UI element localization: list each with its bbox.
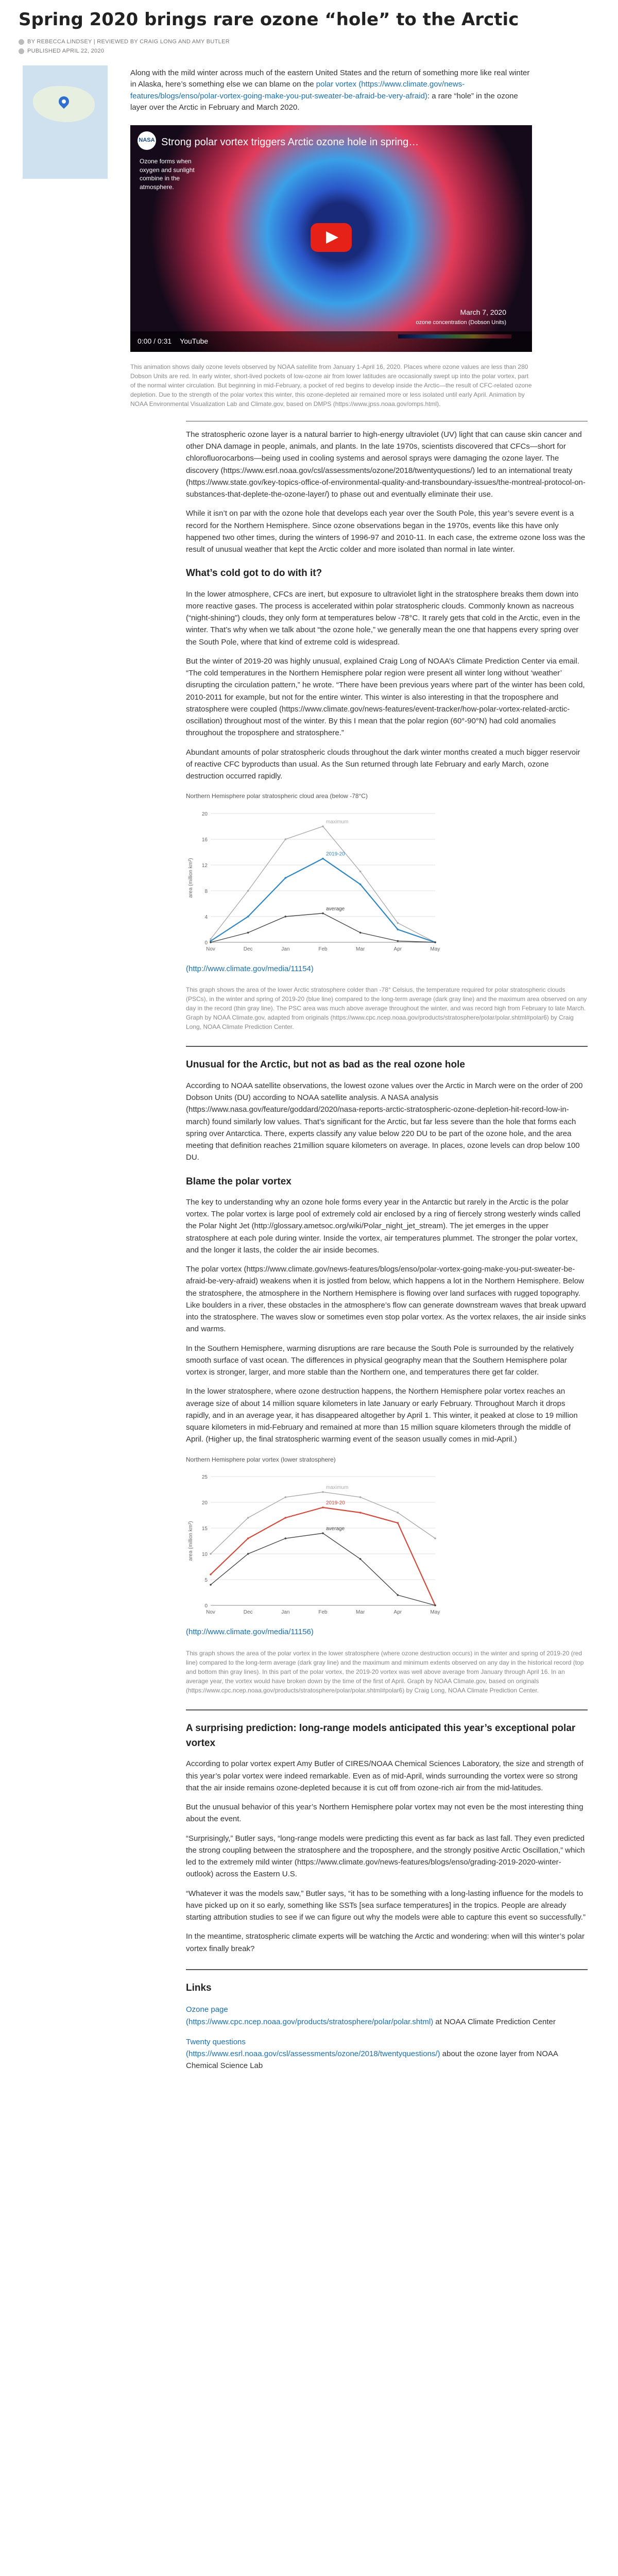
data-point: [359, 1558, 362, 1560]
data-point: [285, 838, 287, 840]
video-scale-label: ozone concentration (Dobson Units): [416, 319, 506, 326]
video-player[interactable]: [130, 125, 532, 352]
data-point: [210, 1553, 212, 1555]
figure-link[interactable]: (http://www.climate.gov/media/11154): [186, 964, 314, 974]
data-point: [247, 1553, 249, 1555]
paragraph: “Surprisingly,” Butler says, “long-range models were predicting this event as far back as last fall. They even predicted the strong coupling between the stratosphere and the troposphere, and the strongly positive Arctic Oscillation,” which led to the extremely mild winter (https://www.climate.gov/news-features/blogs/enso/grading-2019-2020-winter-outlook) across the Eastern U.S.: [186, 1834, 585, 1879]
y-tick-label: 15: [201, 1526, 208, 1532]
polar-vortex-chart: [186, 1468, 443, 1623]
published-date: PUBLISHED APRIL 22, 2020: [27, 48, 105, 55]
data-point: [322, 858, 324, 860]
link-url[interactable]: (https://www.esrl.noaa.gov/csl/assessments/ozone/2018/twentyquestions/): [186, 2049, 440, 2059]
y-tick-label: 4: [204, 914, 208, 921]
link-twenty-questions[interactable]: Twenty questions: [186, 2037, 246, 2046]
article-title: Spring 2020 brings rare ozone “hole” to the Arctic: [19, 9, 519, 30]
data-point: [285, 1517, 287, 1519]
byline: BY REBECCA LINDSEY | REVIEWED BY CRAIG LONG AND AMY BUTLER: [27, 39, 230, 45]
data-point: [322, 912, 324, 914]
data-point: [434, 941, 436, 943]
divider: [186, 1969, 588, 1970]
series-label: maximum: [326, 819, 349, 825]
paragraph: The stratospheric ozone layer is a natural barrier to high-energy ultraviolet (UV) light that can cause skin cancer and other DNA damage in people, animals, and plants. In the late 1970s, scientists discovered that CFCs—short for chlorofluorocarbons—being used in cooling systems and aerosol sprays were damaging the ozone layer. The discovery (https://www.esrl.noaa.gov/csl/assessments/ozone/2018/twentyquestions/) led to an international treaty (https://www.state.gov/key-topics-office-of-environmental-quality-and-transboundary-issues/the-montreal-protocol-on-substances-that-deplete-the-ozone-layer/) to phase out and eventually eliminate their use.: [186, 430, 586, 499]
y-tick-label: 8: [204, 889, 208, 895]
x-tick-label: Feb: [318, 1609, 328, 1616]
data-point: [359, 871, 362, 873]
data-point: [434, 1537, 436, 1539]
intro-link[interactable]: polar vortex (https://www.climate.gov/news-features/blogs/enso/polar-vortex-going-make-you-put-sweater-be-afraid-be-very-afraid): [130, 80, 465, 100]
video-side-text: Ozone forms when oxygen and sunlight combine in the atmosphere.: [140, 157, 195, 191]
article-body: [186, 421, 588, 2072]
list-item: [186, 2036, 588, 2072]
links-list: [186, 2004, 588, 2072]
paragraph: The polar vortex (https://www.climate.gov/news-features/blogs/enso/polar-vortex-going-make-you-put-sweater-be-afraid-be-very-afraid) weakens when it is jostled from below, which happens a lot in the Northern Hemisphere. Below the stratosphere, the atmosphere in the Northern Hemisphere is flowing over land surfaces with rugged topography. Like boulders in a river, these obstacles in the atmosphere’s flow can generate downstream waves that break upward into the stratosphere. The waves slow or sometimes even stop polar vortex. As the vortex relaxes, the air inside sinks and warms.: [186, 1265, 586, 1334]
data-point: [285, 916, 287, 918]
data-point: [434, 1604, 436, 1606]
link-ozone-page[interactable]: Ozone page: [186, 2005, 228, 2014]
video-time: 0:00 / 0:31: [138, 336, 172, 345]
series-label: 2019-20: [326, 1500, 345, 1506]
x-tick-label: Dec: [243, 1609, 253, 1616]
paragraph: According to polar vortex expert Amy Butler of CIRES/NOAA Chemical Sciences Laboratory, the size and strength of this year’s polar vortex were indeed remarkable. Even as of mid-April, winds surrounding the vortex were so strong that the air inside remains ozone-depleted because it is cut off from ozone-rich air from the mid-latitudes.: [186, 1759, 583, 1792]
x-tick-label: Jan: [281, 946, 290, 953]
data-point: [210, 1573, 212, 1575]
article-meta: [19, 38, 599, 56]
section-heading: Blame the polar vortex: [186, 1176, 291, 1187]
intro-column: [130, 65, 532, 409]
psc-area-chart: [186, 805, 443, 960]
figure-caption: This graph shows the area of the lower Arctic stratosphere colder than -78° Celsius, the temperature required for polar stratospheric clouds (PSCs), in the winter and spring of 2019-20 (blue line) compared to the long-term average (dark gray line) and the maximum area observed on any day in the record (thin gray line). The PSC area was much above average throughout the winter, and was record high from February to late March. Graph by NOAA Climate.gov, adapted from originals (https://www.cpc.ncep.noaa.gov/products/stratosphere/polar/polar.shtml#polar6) by Craig Long, NOAA Climate Prediction Center.: [186, 986, 587, 1031]
section-heading: Unusual for the Arctic, but not as bad as the real ozone hole: [186, 1059, 465, 1071]
data-point: [210, 1584, 212, 1586]
youtube-logo[interactable]: YouTube: [180, 336, 209, 345]
psc-area-figure: [186, 791, 588, 1031]
x-tick-label: May: [430, 946, 440, 953]
data-point: [397, 922, 399, 924]
paragraph: According to NOAA satellite observations, the lowest ozone values over the Arctic in March were on the order of 200 Dobson Units (DU) according to NOAA satellite analysis. A NASA analysis (https://www.nasa.gov/feature/goddard/2020/nasa-reports-arctic-stratospheric-ozone-depletion-hit-record-low-in-march) found similarly low values. That’s significant for the Arctic, but far less severe than the hole that forms each spring over Antarctica. There, experts classify any value below 220 DU to be part of the ozone hole, and the area meeting that definition reaches 21million square kilometers on average. In places, ozone levels can drop below 100 DU.: [186, 1081, 583, 1162]
y-tick-label: 20: [201, 811, 208, 818]
intro-text-before: Along with the mild winter across much of the eastern United States and the return of something more like real winter in Alaska, here’s something else we can blame on the: [130, 68, 530, 89]
nasa-logo: NASA: [138, 131, 156, 150]
x-tick-label: Nov: [206, 946, 215, 953]
series-line-1: [211, 859, 435, 943]
y-tick-label: 10: [201, 1552, 208, 1558]
divider: [186, 1046, 588, 1047]
intro-text-after: : a rare “hole” in the ozone layer over the Arctic in February and March 2020.: [130, 91, 518, 112]
data-point: [322, 825, 324, 827]
data-point: [247, 932, 249, 934]
y-tick-label: 20: [201, 1500, 208, 1506]
chart-title: Northern Hemisphere polar vortex (lower stratosphere): [186, 1455, 336, 1463]
video-date-label: March 7, 2020: [460, 308, 506, 317]
list-item: [186, 2004, 588, 2028]
video-title[interactable]: Strong polar vortex triggers Arctic ozone hole in spring…: [161, 136, 419, 148]
data-point: [210, 938, 212, 940]
data-point: [397, 1512, 399, 1514]
map-thumbnail[interactable]: [23, 65, 108, 179]
data-point: [359, 932, 362, 934]
series-line-2: [211, 1533, 435, 1605]
x-tick-label: May: [430, 1609, 440, 1616]
figure-link[interactable]: (http://www.climate.gov/media/11156): [186, 1628, 314, 1637]
data-point: [210, 941, 212, 943]
data-point: [322, 1506, 324, 1509]
x-tick-label: Dec: [243, 946, 253, 953]
section-heading: What’s cold got to do with it?: [186, 568, 322, 579]
play-button-icon[interactable]: [311, 223, 352, 252]
series-line-2: [211, 913, 435, 942]
data-point: [359, 1512, 362, 1514]
data-point: [397, 928, 399, 930]
data-point: [247, 890, 249, 892]
y-tick-label: 5: [204, 1578, 208, 1584]
paragraph: In the meantime, stratospheric climate experts will be watching the Arctic and wondering: when will this winter’s polar vortex finally break?: [186, 1932, 585, 1953]
paragraph: In the Southern Hemisphere, warming disruptions are rare because the South Pole is surrounded by the relatively smooth surface of vast ocean. The differences in physical geography mean that the Southern Hemisphere polar vortex is stronger, larger, and more stable than the Northern one, and temperatures there get far colder.: [186, 1344, 574, 1377]
figure-caption: This graph shows the area of the polar vortex in the lower stratosphere (where ozone destruction occurs) in the winter and spring of 2019-20 (red line) compared to the long-term average (dark gray line) and the maximum and minimum extents observed on any day in the historical record (top and bottom thin gray lines). In this part of the polar vortex, the 2019-20 vortex was well above average from January through April 16. In an average year, the vortex would have broken down by the time of the first of April. Graph by NOAA Climate.gov, based on originals (https://www.cpc.ncep.noaa.gov/products/stratosphere/polar/polar.shtml#polar6) by Craig Long, NOAA Climate Prediction Center.: [186, 1649, 584, 1694]
section-heading: Links: [186, 1982, 212, 1993]
x-tick-label: Mar: [356, 1609, 365, 1616]
paragraph: “Whatever it was the models saw,” Butler says, “it has to be something with a long-lasting influence for the models to have picked up on it so early, something like SSTs [sea surface temperatures] in the tropics. People are already starting attribution studies to see if we can figure out why the models were able to capture this event so successfully.”: [186, 1889, 586, 1922]
paragraph: In the lower stratosphere, where ozone destruction happens, the Northern Hemisphere polar vortex reaches an average size of about 14 million square kilometers in late January or early February. Throughout March it drops rapidly, and in an average year, it has disappeared altogether by April 1. This winter, it peaked at close to 19 million square kilometers in mid-February and remained at more than 15 million square kilometers through the middle of April. (Higher up, the final stratospheric warming event of the season usually comes in mid-April.): [186, 1387, 578, 1444]
link-source: at NOAA Climate Prediction Center: [435, 2017, 556, 2026]
series-label: average: [326, 906, 345, 912]
series-line-0: [211, 826, 435, 942]
data-point: [247, 1537, 249, 1539]
data-point: [397, 1522, 399, 1524]
paragraph: Abundant amounts of polar stratospheric clouds throughout the dark winter months created a much bigger reservoir of reactive CFC byproducts than usual. As the Sun returned through late February and early March, ozone destruction occurred rapidly.: [186, 748, 580, 781]
x-tick-label: Mar: [356, 946, 365, 953]
series-label: maximum: [326, 1485, 349, 1491]
paragraph: But the unusual behavior of this year’s Northern Hemisphere polar vortex may not even be the most interesting thing about the event.: [186, 1803, 583, 1824]
x-tick-label: Apr: [393, 1609, 402, 1616]
data-point: [247, 1517, 249, 1519]
y-tick-label: 25: [201, 1475, 208, 1481]
data-point: [285, 1537, 287, 1539]
calendar-icon: [19, 48, 24, 54]
y-axis-label: area (million km²): [188, 1521, 194, 1561]
data-point: [397, 940, 399, 942]
y-tick-label: 12: [201, 863, 208, 869]
polar-vortex-figure: [186, 1455, 588, 1695]
video-controls: [130, 331, 532, 352]
y-tick-label: 16: [201, 837, 208, 843]
intro-section: [19, 65, 599, 409]
data-point: [322, 1491, 324, 1493]
series-line-1: [211, 1507, 435, 1605]
video-date: [416, 307, 506, 327]
x-tick-label: Nov: [206, 1609, 215, 1616]
x-tick-label: Feb: [318, 946, 328, 953]
data-point: [285, 1496, 287, 1498]
divider: [186, 1709, 588, 1710]
paragraph: But the winter of 2019-20 was highly unusual, explained Craig Long of NOAA’s Climate Prediction Center via email. “The cold temperatures in the Northern Hemisphere polar region were present all winter long without ‘weather’ disrupting the circulation pattern,” he wrote. “There have been previous years where part of the winter has been cold, 2010-2011 for example, but not for the entire winter. This winter is also interesting in that the troposphere and stratosphere were coupled (https://www.climate.gov/news-features/event-tracker/how-polar-vortex-related-arctic-oscillation) throughout most of the winter. By this I mean that the polar region (60°-90°N) had cold anomalies throughout the troposphere and stratosphere.”: [186, 656, 585, 738]
chart-title: Northern Hemisphere polar stratospheric cloud area (below -78°C): [186, 792, 368, 800]
video-caption: This animation shows daily ozone levels observed by NOAA satellite from January 1-April 16, 2020. Places where ozone values are less than 280 Dobson Units are red. In early winter, short-lived pockets of low-ozone air from lower latitudes are occasionally swept up into the polar vortex, part of the normal winter circulation. But beginning in mid-February, a pocket of red begins to develop inside the Arctic—the result of CFC-related ozone depletion. Due to the strength of the polar vortex this winter, this ozone-depleted air remained more or less isolated until early April. Animation by NOAA Environmental Visualization Lab and Climate.gov, based on DMPS (https://www.jpss.noaa.gov/omps.html).: [130, 363, 532, 408]
data-point: [359, 884, 362, 886]
x-tick-label: Jan: [281, 1609, 290, 1616]
series-line-0: [211, 1492, 435, 1554]
intro-paragraph: [130, 67, 532, 114]
section-heading: A surprising prediction: long-range models anticipated this year’s exceptional polar vortex: [186, 1722, 576, 1749]
paragraph: In the lower atmosphere, CFCs are inert, but exposure to ultraviolet light in the stratosphere breaks them down into more reactive gases. The process is accelerated within polar stratospheric clouds. Commonly known as nacreous (“night-shining”) clouds, they only form at temperatures below -78°C. It rarely gets that cold in the Arctic, even in the winter. That’s why when we talk about “the ozone hole,” we generally mean the one that happens every spring over the South Pole, where that kind of extreme cold is widespread.: [186, 589, 580, 647]
paragraph: While it isn’t on par with the ozone hole that develops each year over the South Pole, this year’s severe event is a record for the Northern Hemisphere. Since ozone observations began in the 1970s, events like this have only happened two other times, during the winters of 1996-97 and 2010-11. In each case, the extreme ozone loss was the result of unusual weather that kept the Arctic colder and more isolated than normal in late winter.: [186, 509, 586, 554]
data-point: [359, 1496, 362, 1498]
link-source: about the ozone layer from NOAA Chemical Science Lab: [186, 2049, 558, 2071]
y-axis-label: area (million km²): [188, 858, 194, 898]
x-tick-label: Apr: [393, 946, 402, 953]
author-icon: [19, 39, 24, 45]
paragraph: The key to understanding why an ozone hole forms every year in the Antarctic but rarely in the Arctic is the polar vortex. The polar vortex is large pool of extremely cold air enclosed by a ring of fiercely strong westerly winds called the Polar Night Jet (http://glossary.ametsoc.org/wiki/Polar_night_jet_stream). The jet emerges in the upper stratosphere at each pole during winter. Inside the vortex, air temperatures plummet. The stronger the polar vortex, and the longer it lasts, the colder the air inside becomes.: [186, 1197, 580, 1255]
data-point: [322, 1532, 324, 1534]
data-point: [247, 916, 249, 918]
data-point: [397, 1594, 399, 1596]
series-label: average: [326, 1526, 345, 1532]
link-url[interactable]: (https://www.cpc.ncep.noaa.gov/products/stratosphere/polar/polar.shtml): [186, 2017, 434, 2026]
y-tick-label: 0: [204, 940, 208, 946]
series-label: 2019-20: [326, 851, 345, 857]
data-point: [285, 877, 287, 879]
y-tick-label: 0: [204, 1603, 208, 1609]
